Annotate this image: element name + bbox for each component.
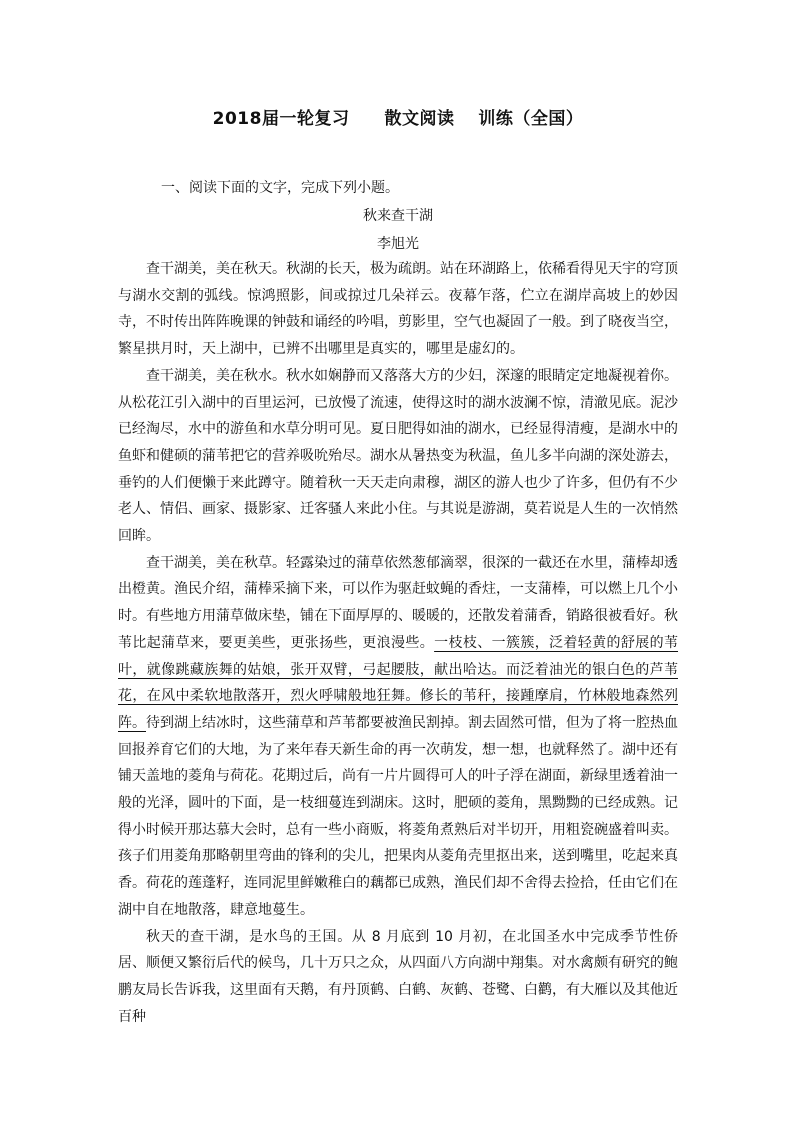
paragraph-3 bbox=[118, 550, 678, 924]
paragraph-4: 秋天的查干湖，是水鸟的王国。从 8 月底到 10 月初，在北国圣水中完成季节性侨居、顺便又繁衍后代的候鸟，几十万只之众，从四面八方向湖中翔集。对水禽颇有研究的鲍鹏友局长告诉我，这里面有天鹅，有丹顶鹤、白鹤、灰鹤、苍鹭、白鹳，有大雁以及其他近百种 bbox=[118, 928, 678, 1025]
paragraph-2: 查干湖美，美在秋水。秋水如娴静而又落落大方的少妇，深邃的眼睛定定地凝视着你。从松花江引入湖中的百里运河，已放慢了流速，使得这时的湖水波澜不惊，清澈见底。泥沙已经淘尽，水中的游鱼和水草分明可见。夏日肥得如油的湖水，已经显得清瘦，是湖水中的鱼虾和健硕的蒲苇把它的营养吸吮殆尽。湖水从暑热变为秋温，鱼儿多半向湖的深处游去，垂钓的人们便懒于来此蹲守。随着秋一天天走向肃穆，湖区的游人也少了许多，但仍有不少老人、情侣、画家、摄影家、迁客骚人来此小住。与其说是游湖，莫若说是人生的一次悄然回眸。 bbox=[118, 367, 678, 545]
article-author: 李旭光 bbox=[377, 236, 419, 252]
article-title: 秋来查干湖 bbox=[363, 208, 433, 224]
question-instruction: 一、阅读下面的文字，完成下列小题。 bbox=[161, 180, 399, 196]
underlined-passage: 一枝枝、一簇簇，泛着轻黄的舒展的苇叶，就像跳藏族舞的姑娘，张开双臂，弓起腰肢，献出哈达。而泛着油光的银白色的芦苇花，在风中柔软地散落开，烈火呼啸般地狂舞。修长的苇秆，接踵摩肩，竹林般地森然列阵。 bbox=[118, 634, 679, 731]
paragraph-1: 查干湖美，美在秋天。秋湖的长天，极为疏朗。站在环湖路上，依稀看得见天宇的穹顶与湖水交割的弧线。惊鸿照影，间或掠过几朵祥云。夜幕乍落，伫立在湖岸高坡上的妙因寺，不时传出阵阵晚课的钟鼓和诵经的吟唱，剪影里，空气也凝固了一般。到了晓夜当空，繁星拱月时，天上湖中，已辨不出哪里是真实的，哪里是虚幻的。 bbox=[118, 261, 678, 358]
paragraph-3-text-b: 待到湖上结冰时，这些蒲草和芦苇都要被渔民割掉。割去固然可惜，但为了将一腔热血回报养育它们的大地，为了来年春天新生命的再一次萌发，想一想，也就释然了。湖中还有铺天盖地的菱角与荷花。花期过后，尚有一片片圆得可人的叶子浮在湖面，新绿里透着油一般的光泽，圆叶的下面，是一枝细蔓连到湖床。这时，肥硕的菱角，黑黝黝的已经成熟。记得小时候开那达慕大会时，总有一些小商贩，将菱角煮熟后对半切开，用粗瓷碗盛着叫卖。孩子们用菱角那略朝里弯曲的锋利的尖儿，把果肉从菱角壳里抠出来，送到嘴里，吃起来真香。荷花的莲蓬籽，连同泥里鲜嫩稚白的藕都已成熟，渔民们却不舍得去捡拾，任由它们在湖中自在地散落，肆意地蔓生。 bbox=[118, 714, 678, 918]
article-body bbox=[118, 256, 678, 1030]
document-title: 2018届一轮复习 散文阅读 训练（全国） bbox=[212, 109, 584, 129]
paragraph-3-text-a: 查干湖美，美在秋草。轻露染过的蒲草依然葱郁滴翠，很深的一截还在水里，蒲棒却透出橙黄。渔民介绍，蒲棒采摘下来，可以作为驱赶蚊蝇的香炷，一支蒲棒，可以燃上几个小时。有些地方用蒲草做床垫，铺在下面厚厚的、暖暖的，还散发着蒲香，销路很被看好。秋苇比起蒲草来，要更美些，更张扬些，更浪漫些。 bbox=[118, 554, 678, 651]
